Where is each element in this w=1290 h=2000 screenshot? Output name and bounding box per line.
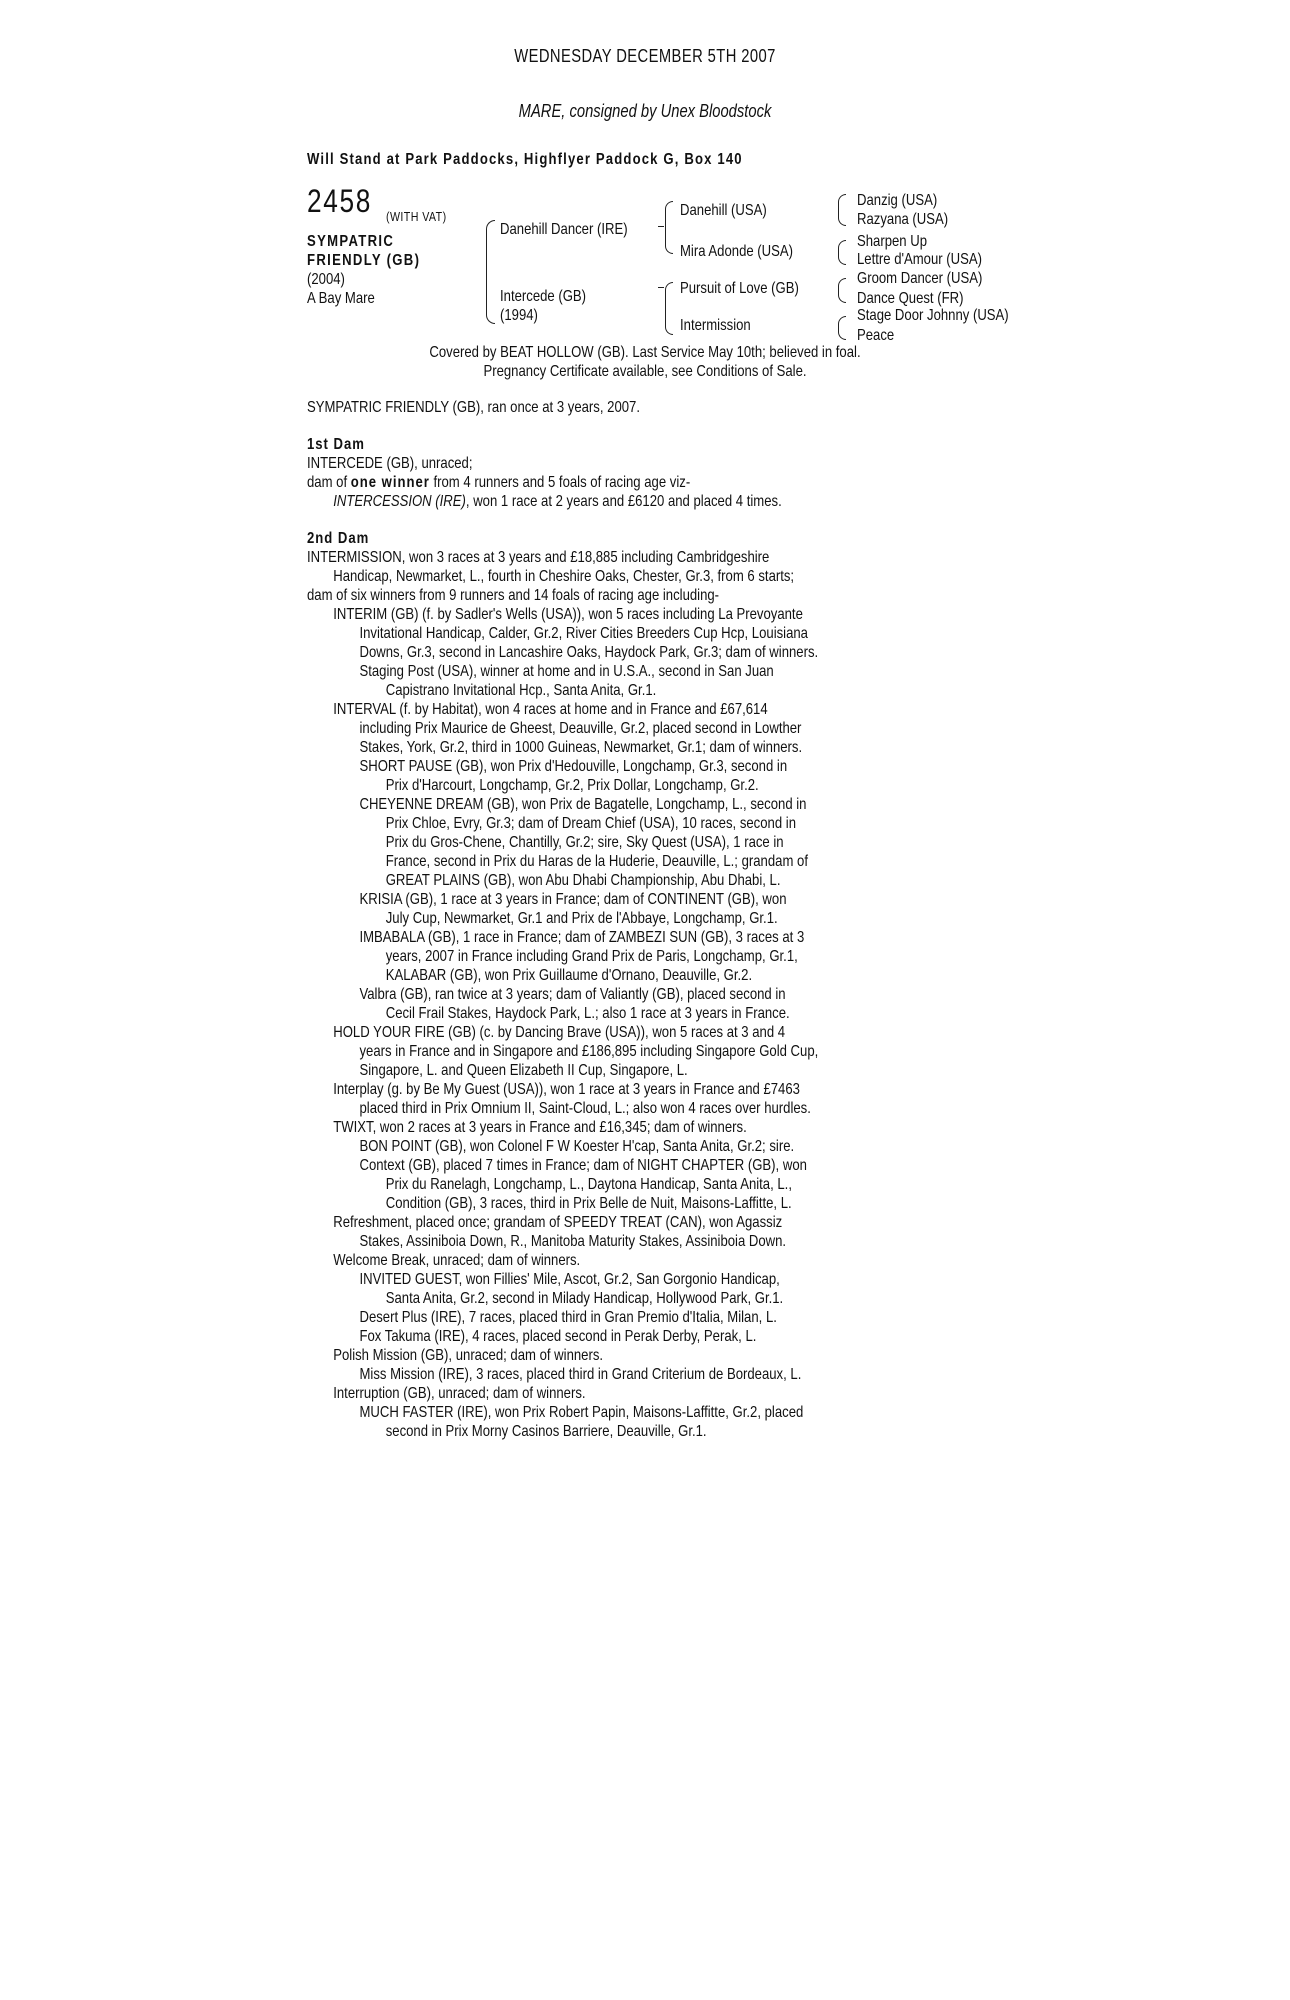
second-dam-line: SHORT PAUSE (GB), won Prix d'Hedouville, Longchamp, Gr.3, second in — [359, 758, 788, 775]
second-dam-line: Polish Mission (GB), unraced; dam of winners. — [333, 1347, 604, 1364]
pedigree-sire-sire: Danehill (USA) — [680, 202, 767, 219]
second-dam-line: MUCH FASTER (IRE), won Prix Robert Papin, Maisons-Laffitte, Gr.2, placed — [359, 1404, 804, 1421]
second-dam-line: HOLD YOUR FIRE (GB) (c. by Dancing Brave (USA)), won 5 races at 3 and 4 — [333, 1024, 786, 1041]
second-dam-line: Interruption (GB), unraced; dam of winners. — [333, 1385, 586, 1402]
second-dam-line: INTERVAL (f. by Habitat), won 4 races at home and in France and £67,614 — [333, 701, 768, 718]
horse-description: A Bay Mare — [307, 290, 375, 307]
catalogue-body — [307, 398, 1157, 1441]
pedigree-g5: Groom Dancer (USA) — [857, 270, 983, 287]
lot-vat: (WITH VAT) — [386, 209, 447, 224]
covered-line1: Covered by BEAT HOLLOW (GB). Last Service May 10th; believed in foal. — [429, 344, 861, 361]
covered-line2: Pregnancy Certificate available, see Conditions of Sale. — [483, 363, 807, 380]
second-dam-line: Stakes, Assiniboia Down, R., Manitoba Maturity Stakes, Assiniboia Down. — [359, 1233, 787, 1250]
second-dam-line: INVITED GUEST, won Fillies' Mile, Ascot, Gr.2, San Gorgonio Handicap, — [359, 1271, 780, 1288]
second-dam-line: including Prix Maurice de Gheest, Deauville, Gr.2, placed second in Lowther — [359, 720, 802, 737]
pedigree-dam-year: (1994) — [500, 307, 538, 324]
second-dam-line: Invitational Handicap, Calder, Gr.2, River Cities Breeders Cup Hcp, Louisiana — [359, 625, 808, 642]
pedigree-g7: Stage Door Johnny (USA) — [857, 307, 1009, 324]
second-dam-line: Capistrano Invitational Hcp., Santa Anita, Gr.1. — [385, 682, 657, 699]
second-dam-line: Cecil Frail Stakes, Haydock Park, L.; also 1 race at 3 years in France. — [385, 1005, 790, 1022]
second-dam-line: Downs, Gr.3, second in Lancashire Oaks, Haydock Park, Gr.3; dam of winners. — [359, 644, 819, 661]
second-dam-heading: 2nd Dam — [307, 530, 370, 547]
second-dam-line: Interplay (g. by Be My Guest (USA)), won 1 race at 3 years in France and £7463 — [333, 1081, 800, 1098]
second-dam-line: Condition (GB), 3 races, third in Prix Belle de Nuit, Maisons-Laffitte, L. — [385, 1195, 792, 1212]
second-dam-line: Santa Anita, Gr.2, second in Milady Handicap, Hollywood Park, Gr.1. — [385, 1290, 784, 1307]
second-dam-lines — [307, 548, 1157, 1441]
brace-tick — [658, 287, 664, 288]
second-dam-line: Valbra (GB), ran twice at 3 years; dam of Valiantly (GB), placed second in — [359, 986, 786, 1003]
horse-name-line1: SYMPATRIC — [307, 233, 395, 250]
second-dam-line: Prix d'Harcourt, Longchamp, Gr.2, Prix Dollar, Longchamp, Gr.2. — [385, 777, 759, 794]
brace-tick — [658, 226, 664, 227]
brace-sire-parents — [665, 201, 673, 254]
brace-parents — [486, 220, 495, 324]
text-run: from 4 runners and 5 foals of racing age viz- — [429, 474, 691, 491]
second-dam-line: TWIXT, won 2 races at 3 years in France and £16,345; dam of winners. — [333, 1119, 747, 1136]
first-dam-heading: 1st Dam — [307, 436, 365, 453]
horse-name-line2: FRIENDLY (GB) — [307, 252, 421, 269]
second-dam-line: INTERIM (GB) (f. by Sadler's Wells (USA)), won 5 races including La Prevoyante — [333, 606, 803, 623]
first-dam-line: INTERCEDE (GB), unraced; — [307, 455, 473, 472]
pedigree-g6: Dance Quest (FR) — [857, 290, 964, 307]
second-dam-line: second in Prix Morny Casinos Barriere, Deauville, Gr.1. — [385, 1423, 707, 1440]
pedigree-g1: Danzig (USA) — [857, 192, 938, 209]
brace-g1 — [838, 194, 846, 226]
horse-name — [307, 232, 420, 270]
second-dam-line: dam of six winners from 9 runners and 14 foals of racing age including- — [307, 587, 720, 604]
stand-location: Will Stand at Park Paddocks, Highflyer Paddock G, Box 140 — [307, 151, 743, 168]
text-run: INTERCESSION (IRE) — [333, 493, 466, 510]
race-record: SYMPATRIC FRIENDLY (GB), ran once at 3 years, 2007. — [307, 399, 640, 416]
first-dam-produce — [307, 492, 1004, 511]
second-dam-line: Stakes, York, Gr.2, third in 1000 Guineas, Newmarket, Gr.1; dam of winners. — [359, 739, 803, 756]
horse-year: (2004) — [307, 271, 345, 288]
second-dam-line: GREAT PLAINS (GB), won Abu Dhabi Championship, Abu Dhabi, L. — [385, 872, 781, 889]
second-dam-line: Singapore, L. and Queen Elizabeth II Cup, Singapore, L. — [359, 1062, 688, 1079]
brace-g2 — [838, 240, 846, 265]
lot-number: 2458 — [307, 183, 372, 219]
pedigree-g2: Razyana (USA) — [857, 211, 949, 228]
second-dam-line: Context (GB), placed 7 times in France; dam of NIGHT CHAPTER (GB), won — [359, 1157, 807, 1174]
second-dam-line: IMBABALA (GB), 1 race in France; dam of ZAMBEZI SUN (GB), 3 races at 3 — [359, 929, 805, 946]
pedigree-g4: Lettre d'Amour (USA) — [857, 251, 982, 268]
horse-details — [307, 270, 375, 308]
second-dam-line: Welcome Break, unraced; dam of winners. — [333, 1252, 581, 1269]
text-run: dam of — [307, 474, 351, 491]
second-dam-line: INTERMISSION, won 3 races at 3 years and £18,885 including Cambridgeshire — [307, 549, 770, 566]
second-dam-line: Desert Plus (IRE), 7 races, placed third in Gran Premio d'Italia, Milan, L. — [359, 1309, 777, 1326]
second-dam-line: July Cup, Newmarket, Gr.1 and Prix de l'Abbaye, Longchamp, Gr.1. — [385, 910, 778, 927]
pedigree-g8: Peace — [857, 327, 895, 344]
brace-dam-parents — [665, 282, 673, 335]
second-dam-line: Handicap, Newmarket, L., fourth in Cheshire Oaks, Chester, Gr.3, from 6 starts; — [333, 568, 795, 585]
second-dam-line: Fox Takuma (IRE), 4 races, placed second in Perak Derby, Perak, L. — [359, 1328, 757, 1345]
second-dam-line: Prix Chloe, Evry, Gr.3; dam of Dream Chief (USA), 10 races, second in — [385, 815, 796, 832]
text-run: , won 1 race at 2 years and £6120 and placed 4 times. — [465, 493, 782, 510]
pedigree-g3: Sharpen Up — [857, 233, 928, 250]
second-dam-line: KALABAR (GB), won Prix Guillaume d'Ornano, Deauville, Gr.2. — [385, 967, 753, 984]
sale-date: WEDNESDAY DECEMBER 5TH 2007 — [514, 46, 776, 66]
second-dam-line: KRISIA (GB), 1 race at 3 years in France; dam of CONTINENT (GB), won — [359, 891, 787, 908]
second-dam-line: Prix du Ranelagh, Longchamp, L., Daytona Handicap, Santa Anita, L., — [385, 1176, 792, 1193]
second-dam-line: CHEYENNE DREAM (GB), won Prix de Bagatelle, Longchamp, L., second in — [359, 796, 807, 813]
text-run: one winner — [350, 474, 430, 491]
second-dam-line: Staging Post (USA), winner at home and in U.S.A., second in San Juan — [359, 663, 774, 680]
second-dam-line: Refreshment, placed once; grandam of SPEEDY TREAT (CAN), won Agassiz — [333, 1214, 783, 1231]
pedigree-sire: Danehill Dancer (IRE) — [500, 221, 628, 238]
second-dam-line: France, second in Prix du Haras de la Huderie, Deauville, L.; grandam of — [385, 853, 808, 870]
pedigree-dam-dam: Intermission — [680, 317, 751, 334]
brace-g3 — [838, 278, 846, 303]
brace-g4 — [838, 316, 846, 340]
covered-note — [116, 343, 1174, 381]
second-dam-line: placed third in Prix Omnium II, Saint-Cloud, L.; also won 4 races over hurdles. — [359, 1100, 811, 1117]
second-dam-line: Miss Mission (IRE), 3 races, placed third in Grand Criterium de Bordeaux, L. — [359, 1366, 802, 1383]
pedigree-sire-dam: Mira Adonde (USA) — [680, 243, 794, 260]
first-dam-produce-line — [307, 473, 1004, 492]
second-dam-line: years, 2007 in France including Grand Prix de Paris, Longchamp, Gr.1, — [385, 948, 798, 965]
second-dam-line: BON POINT (GB), won Colonel F W Koester H'cap, Santa Anita, Gr.2; sire. — [359, 1138, 795, 1155]
pedigree-dam-sire: Pursuit of Love (GB) — [680, 280, 799, 297]
second-dam-line: Prix du Gros-Chene, Chantilly, Gr.2; sire, Sky Quest (USA), 1 race in — [385, 834, 784, 851]
second-dam-line: years in France and in Singapore and £186,895 including Singapore Gold Cup, — [359, 1043, 819, 1060]
consignment-line: MARE, consigned by Unex Bloodstock — [518, 101, 772, 121]
pedigree-dam: Intercede (GB) — [500, 288, 587, 305]
